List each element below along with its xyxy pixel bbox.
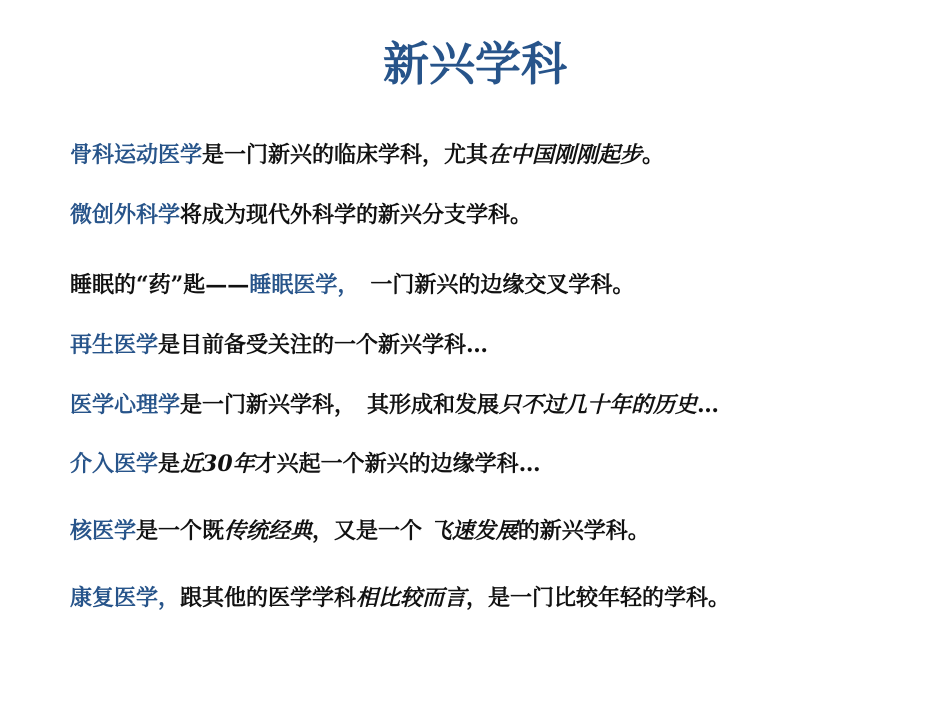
- line-text: 跟其他的医学学科: [180, 585, 357, 611]
- line-text: 。: [642, 142, 665, 168]
- emphasis-text: 近30年: [180, 451, 255, 477]
- list-item: [70, 140, 664, 170]
- line-text: ，又是一个: [312, 518, 430, 544]
- discipline-name: 睡眠医学，: [249, 272, 349, 298]
- line-text: 的新兴学科。: [517, 518, 650, 544]
- line-text: 睡眠的“药”匙——: [70, 272, 250, 298]
- emphasis-text: 在中国刚刚起步: [488, 142, 643, 168]
- line-text: 一门新兴的边缘交叉学科。: [348, 272, 635, 298]
- line-text: …: [697, 392, 720, 418]
- discipline-name: 再生医学: [70, 332, 159, 358]
- emphasis-text: 相比较而言: [356, 585, 467, 611]
- line-text: 将成为现代外科学的新兴分支学科。: [180, 202, 533, 228]
- line-text: 是一个既: [136, 518, 225, 544]
- emphasis-text: 只不过几十年的历史: [499, 392, 698, 418]
- list-item: [70, 516, 650, 546]
- line-text: 是一门新兴的临床学科，尤其: [202, 142, 489, 168]
- line-text: 是: [158, 451, 181, 477]
- discipline-name: 核医学: [70, 518, 137, 544]
- list-item: [70, 270, 634, 300]
- discipline-name: 介入医学: [70, 451, 159, 477]
- line-text: 是一门新兴学科， 其形成和发展: [180, 392, 500, 418]
- discipline-name: 骨科运动医学: [70, 142, 203, 168]
- list-item: [70, 583, 730, 613]
- list-item: [70, 449, 541, 479]
- list-item: [70, 390, 719, 420]
- discipline-name: 微创外科学: [70, 202, 181, 228]
- discipline-name: 医学心理学: [70, 392, 181, 418]
- list-item: [70, 200, 532, 230]
- line-text: 是目前备受关注的一个新兴学科…: [158, 332, 489, 358]
- slide-title: 新兴学科: [383, 37, 567, 91]
- discipline-name: 康复医学，: [70, 585, 181, 611]
- emphasis-text: 飞速发展: [429, 518, 518, 544]
- list-item: [70, 330, 488, 360]
- line-text: ，是一门比较年轻的学科。: [466, 585, 731, 611]
- emphasis-text: 传统经典: [224, 518, 313, 544]
- line-text: 才兴起一个新兴的边缘学科…: [254, 451, 541, 477]
